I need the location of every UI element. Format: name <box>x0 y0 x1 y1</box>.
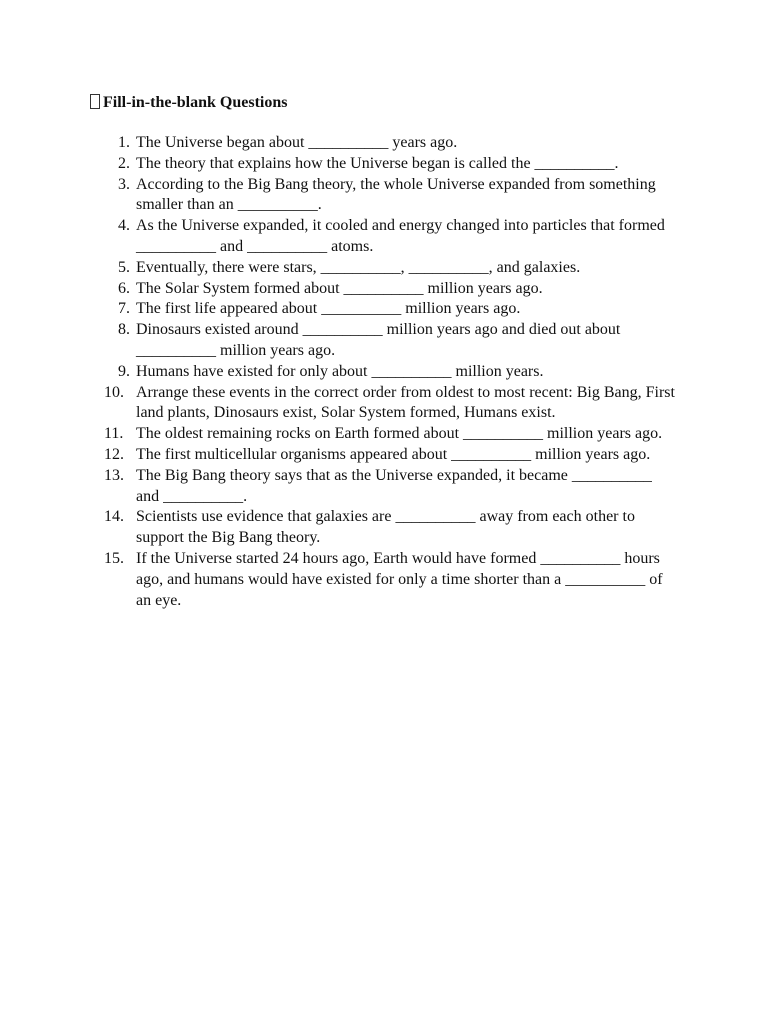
question-text: Dinosaurs existed around __________ million years ago and died out about __________ million years ago. <box>136 321 621 359</box>
question-text: The first multicellular organisms appeared about __________ million years ago. <box>136 445 651 463</box>
question-item <box>104 299 676 320</box>
question-text: As the Universe expanded, it cooled and energy changed into particles that formed __________ and __________ atoms. <box>136 217 665 255</box>
question-text: If the Universe started 24 hours ago, Earth would have formed __________ hours ago, and humans would have existed for only a time shorter than a __________ of an eye. <box>136 549 663 609</box>
question-item <box>104 445 676 466</box>
question-text: The oldest remaining rocks on Earth formed about __________ million years ago. <box>136 425 663 443</box>
question-item <box>104 258 676 279</box>
question-number: 7. <box>118 300 130 318</box>
question-text: Humans have existed for only about __________ million years. <box>136 362 544 380</box>
question-number: 3. <box>118 175 130 193</box>
question-list <box>104 133 676 611</box>
question-item <box>104 133 676 154</box>
question-item <box>104 154 676 175</box>
question-item <box>104 466 676 508</box>
question-number: 1. <box>118 134 130 151</box>
question-text: The theory that explains how the Universe began is called the __________. <box>136 154 619 172</box>
section-heading <box>90 93 287 113</box>
question-number: 11. <box>104 425 124 443</box>
question-text: The Big Bang theory says that as the Universe expanded, it became __________ and __________. <box>136 466 652 505</box>
question-item <box>104 216 676 258</box>
heading-text: Fill-in-the-blank Questions <box>103 94 288 111</box>
question-item <box>104 175 676 217</box>
question-text: The Solar System formed about __________ million years ago. <box>136 279 543 297</box>
question-text: Eventually, there were stars, __________, __________, and galaxies. <box>136 258 581 276</box>
question-number: 6. <box>118 279 130 297</box>
question-number: 10. <box>104 383 124 401</box>
question-item <box>104 320 676 362</box>
question-text: Scientists use evidence that galaxies are __________ away from each other to support the Big Bang theory. <box>136 508 635 547</box>
question-text: According to the Big Bang theory, the whole Universe expanded from something smaller than an __________. <box>136 175 656 214</box>
question-item <box>104 362 676 383</box>
question-number: 4. <box>118 217 130 235</box>
question-item <box>104 549 676 611</box>
question-text: Arrange these events in the correct order from oldest to most recent: Big Bang, First land plants, Dinosaurs exist, Solar System formed, Humans exist. <box>136 383 675 422</box>
question-number: 5. <box>118 258 130 276</box>
question-number: 15. <box>104 549 124 567</box>
question-item <box>104 507 676 549</box>
question-item <box>104 424 676 445</box>
question-text: The Universe began about __________ years ago. <box>136 134 458 151</box>
question-item <box>104 383 676 425</box>
question-number: 14. <box>104 508 124 526</box>
question-number: 2. <box>118 154 130 172</box>
missing-glyph-icon <box>90 94 100 109</box>
question-text: The first life appeared about __________ million years ago. <box>136 300 521 318</box>
question-number: 12. <box>104 445 124 463</box>
question-number: 8. <box>118 321 130 339</box>
question-item <box>104 279 676 300</box>
question-number: 9. <box>118 362 130 380</box>
question-number: 13. <box>104 466 124 484</box>
